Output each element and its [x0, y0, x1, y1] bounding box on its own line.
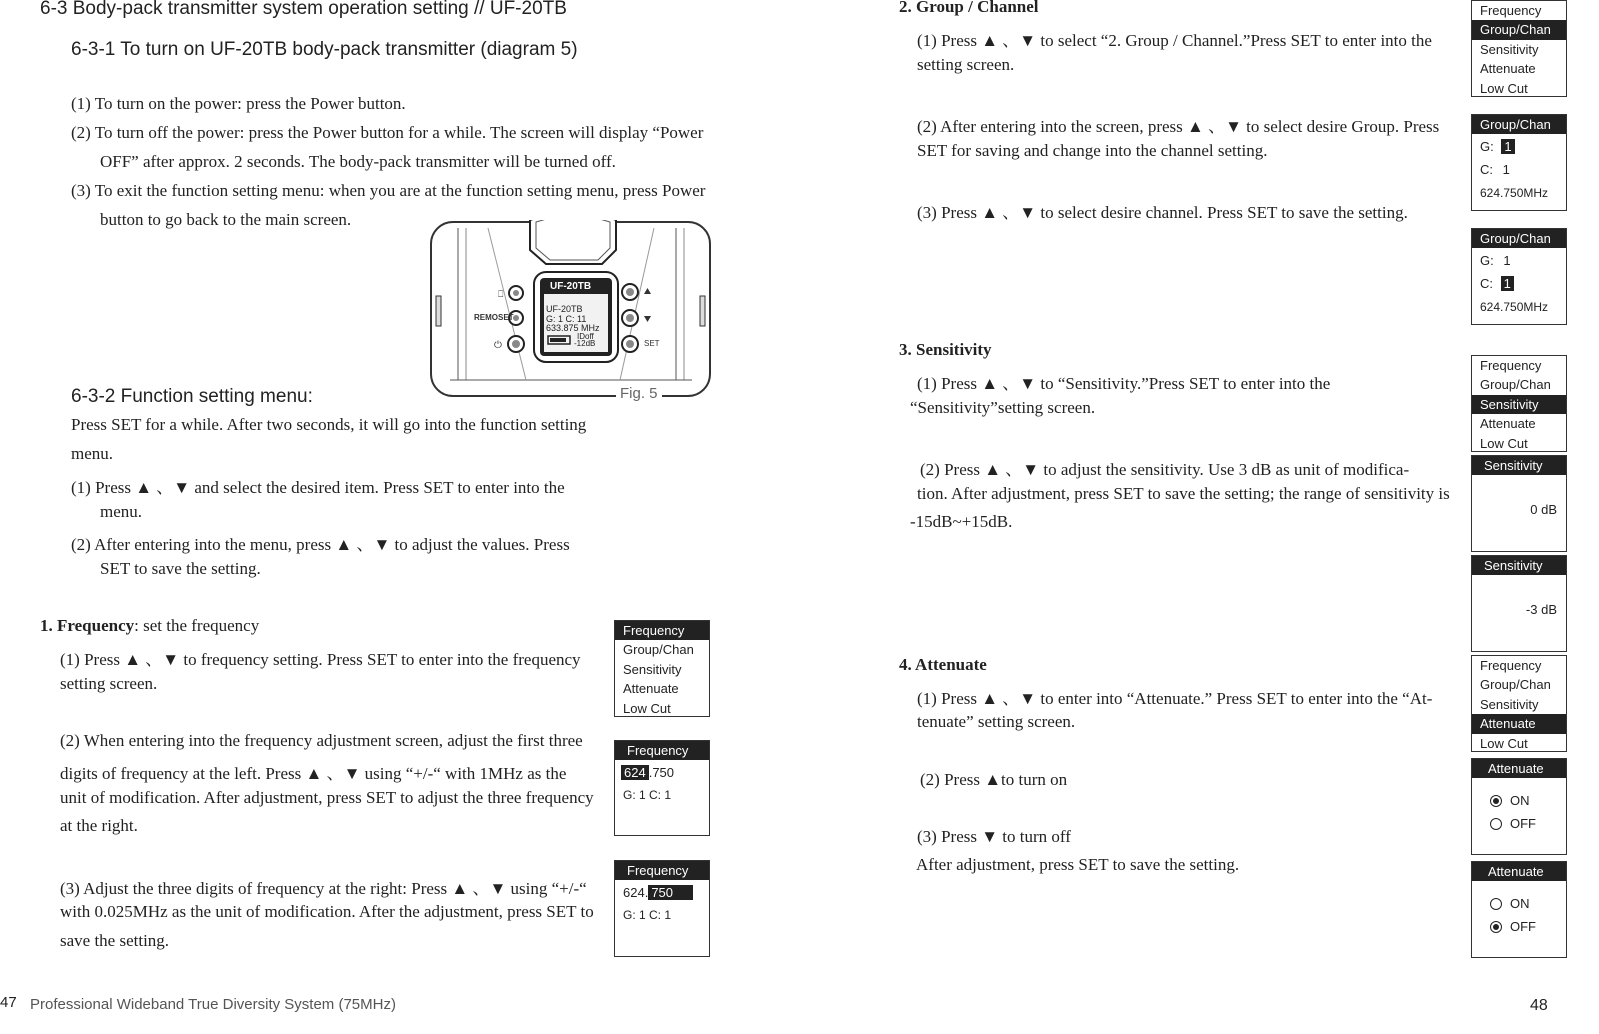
group-line-4: SET for saving and change into the channel setting. [917, 141, 1268, 160]
device-level: -12dB [574, 339, 596, 348]
lcd-c-label-2: C: [1480, 276, 1493, 291]
sens-line-3: (2) Press ▲ 、▼ to adjust the sensitivity. Use 3 dB as unit of modifica- [920, 460, 1410, 479]
s631-line-3: OFF” after approx. 2 seconds. The body-pack transmitter will be turned off. [100, 152, 616, 171]
lcd-chan-g-row [1480, 253, 1511, 268]
sens-line-5: -15dB~+15dB. [910, 512, 1013, 531]
freq-line-2: setting screen. [60, 674, 158, 693]
section-6-3-1-heading: 6-3-1 To turn on UF-20TB body-pack transmitter (diagram 5) [71, 39, 578, 60]
lcd-freq-gc: G: 1 C: 1 [623, 788, 672, 802]
lcd-menu-sensitivity [1471, 355, 1567, 452]
lcd-group-g-row [1480, 139, 1515, 154]
menu-item-group-chan: Group/Chan [1472, 20, 1566, 39]
menu-item-low-cut: Low Cut [1480, 735, 1528, 751]
left-page-number: 47 [0, 994, 17, 1011]
sens-line-2: “Sensitivity”setting screen. [910, 398, 1096, 417]
lcd-chan-freq: 624.750MHz [1480, 300, 1549, 314]
s632-line-5: (2) After entering into the menu, press ▲ 、▼ to adjust the values. Press [71, 535, 570, 554]
sens-line-4: tion. After adjustment, press SET to save the setting; the range of sensitivity is [917, 484, 1450, 503]
page-title: 6-3 Body-pack transmitter system operation setting // UF-20TB [40, 0, 567, 19]
freq-mhz: 624 [623, 885, 645, 900]
lcd-sens-value-minus3: -3 dB [1525, 602, 1557, 617]
menu-item-attenuate: Attenuate [623, 681, 679, 697]
s631-line-2: (2) To turn off the power: press the Power button for a while. The screen will display “Power [71, 123, 704, 142]
lcd-att-on-row [1490, 793, 1530, 808]
s632-line-6: SET to save the setting. [100, 559, 261, 578]
freq-khz: 750 [652, 765, 675, 780]
att-line-1: (1) Press ▲ 、▼ to enter into “Attenuate.” Press SET to enter into the “At- [917, 689, 1433, 708]
right-page-number: 48 [1530, 997, 1548, 1014]
s632-line-1: Press SET for a while. After two seconds, it will go into the function setting [71, 415, 587, 434]
radio-off-icon [1490, 818, 1502, 830]
lcd-g-value-highlight: 1 [1501, 139, 1514, 154]
lcd-att-off-label: OFF [1510, 816, 1536, 831]
freq-line-6: at the right. [60, 816, 138, 835]
device-id: IDoff [577, 332, 594, 341]
lcd-menu-frequency [614, 620, 710, 717]
freq-line-3: (2) When entering into the frequency adjustment screen, adjust the first three [60, 731, 583, 750]
group-line-2: setting screen. [917, 55, 1015, 74]
section-6-3-2-heading: 6-3-2 Function setting menu: [71, 386, 313, 407]
lcd-att-on-label-2: ON [1510, 896, 1530, 911]
lcd-group-freq: 624.750MHz [1480, 186, 1549, 200]
menu-item-attenuate: Attenuate [1480, 61, 1536, 77]
freq-line-5: unit of modification. After adjustment, press SET to adjust the three frequency [60, 788, 594, 807]
freq-line-9: save the setting. [60, 931, 170, 950]
lcd-channel-edit [1471, 228, 1567, 325]
freq-line-7: (3) Adjust the three digits of frequency at the right: Press ▲ 、▼ using “+/-“ [60, 879, 587, 898]
menu-item-group-chan: Group/Chan [1480, 377, 1551, 393]
remoset-label: REMOSET [474, 313, 514, 322]
menu-item-low-cut: Low Cut [1480, 435, 1528, 451]
lcd-c-value-highlight: 1 [1501, 276, 1514, 291]
s632-line-2: menu. [71, 444, 114, 463]
sensitivity-heading: 3. Sensitivity [899, 340, 992, 359]
lcd-c-value: 1 [1502, 162, 1510, 177]
device-group-channel: G: 1 C: 11 [546, 314, 587, 324]
svg-text:⏻: ⏻ [494, 340, 502, 351]
menu-item-frequency: Frequency [1480, 3, 1542, 18]
lcd-att-off-label-2: OFF [1510, 919, 1536, 934]
lcd-g-label-2: G: [1480, 253, 1494, 268]
lcd-att-off-row-2 [1490, 919, 1536, 934]
menu-item-sensitivity: Sensitivity [623, 661, 682, 677]
radio-off-selected-icon [1490, 921, 1502, 933]
s631-line-1: (1) To turn on the power: press the Power button. [71, 94, 406, 113]
lcd-freq-value-2 [623, 885, 693, 900]
lcd-group-c-row [1480, 162, 1510, 177]
menu-item-group-chan: Group/Chan [623, 642, 694, 658]
figure-caption: Fig. 5 [616, 385, 662, 402]
menu-item-attenuate: Attenuate [1472, 714, 1566, 733]
menu-item-low-cut: Low Cut [623, 700, 671, 716]
lcd-sens-title-2: Sensitivity [1472, 556, 1566, 575]
lcd-freq-gc-2: G: 1 C: 1 [623, 908, 672, 922]
freq-line-4: digits of frequency at the left. Press ▲ 、▼ using “+/-“ with 1MHz as the [60, 764, 567, 783]
radio-on-selected-icon [1490, 795, 1502, 807]
frequency-heading [40, 616, 259, 636]
lcd-att-on-row-2 [1490, 896, 1530, 911]
lcd-freq-title-2: Frequency [615, 861, 709, 880]
frequency-heading-bold: 1. Frequency [40, 616, 135, 635]
lcd-chan-c-row [1480, 276, 1514, 291]
freq-mhz-highlight: 624 [621, 765, 649, 780]
frequency-heading-rest: : set the frequency [134, 616, 260, 635]
group-line-3: (2) After entering into the screen, press ▲ 、▼ to select desire Group. Press [917, 117, 1440, 136]
lcd-att-on-label: ON [1510, 793, 1530, 808]
menu-item-group-chan: Group/Chan [1480, 677, 1551, 693]
freq-line-1: (1) Press ▲ 、▼ to frequency setting. Press SET to enter into the frequency [60, 650, 581, 669]
menu-item-sensitivity: Sensitivity [1480, 41, 1539, 57]
menu-item-frequency: Frequency [1480, 358, 1542, 373]
group-line-5: (3) Press ▲ 、▼ to select desire channel. Press SET to save the setting. [917, 203, 1408, 222]
lcd-frequency-mhz [614, 740, 710, 836]
lcd-group-title: Group/Chan [1472, 115, 1566, 134]
s632-line-4: menu. [100, 502, 143, 521]
lcd-group-edit [1471, 114, 1567, 211]
device-brand: UF-20TB [550, 281, 592, 292]
lcd-sensitivity-minus3db [1471, 555, 1567, 652]
device-model: UF-20TB [546, 304, 583, 314]
lcd-g-value-2: 1 [1503, 253, 1511, 268]
menu-item-low-cut: Low Cut [1480, 80, 1528, 96]
freq-dot: . [648, 765, 653, 780]
lcd-menu-attenuate [1471, 655, 1567, 752]
att-line-2: tenuate” setting screen. [917, 712, 1076, 731]
lcd-att-title: Attenuate [1472, 759, 1566, 778]
att-line-5: After adjustment, press SET to save the setting. [916, 855, 1240, 874]
lcd-freq-title: Frequency [615, 741, 709, 760]
attenuate-heading: 4. Attenuate [899, 655, 987, 674]
transmitter-diagram [430, 220, 712, 402]
lcd-sensitivity-0db [1471, 455, 1567, 552]
s631-line-4: (3) To exit the function setting menu: when you are at the function setting menu, press Power [71, 181, 706, 200]
menu-item-frequency: Frequency [615, 621, 709, 640]
lcd-sens-title: Sensitivity [1472, 456, 1566, 475]
lcd-attenuate-on [1471, 758, 1567, 855]
device-frequency: 633.875 MHz [546, 323, 600, 333]
lcd-frequency-khz [614, 860, 710, 957]
radio-on-icon [1490, 898, 1502, 910]
lcd-att-off-row [1490, 816, 1536, 831]
svg-text:⎕: ⎕ [498, 290, 504, 300]
lcd-c-label: C: [1480, 162, 1493, 177]
lcd-freq-value [621, 765, 674, 780]
s631-line-5: button to go back to the main screen. [100, 210, 352, 229]
att-line-3: (2) Press ▲to turn on [920, 770, 1068, 789]
menu-item-frequency: Frequency [1480, 658, 1542, 673]
menu-item-attenuate: Attenuate [1480, 416, 1536, 432]
freq-khz-highlight: 750 [648, 885, 693, 900]
lcd-g-label: G: [1480, 139, 1494, 154]
lcd-sens-value-0: 0 dB [1530, 502, 1557, 517]
group-line-1: (1) Press ▲ 、▼ to select “2. Group / Channel.”Press SET to enter into the [917, 31, 1432, 50]
menu-item-sensitivity: Sensitivity [1480, 696, 1539, 712]
set-label: SET [644, 339, 660, 348]
sens-line-1: (1) Press ▲ 、▼ to “Sensitivity.”Press SET to enter into the [917, 374, 1331, 393]
group-heading: 2. Group / Channel [899, 0, 1039, 16]
lcd-chan-title: Group/Chan [1472, 229, 1566, 248]
lcd-menu-group [1471, 0, 1567, 97]
freq-line-8: with 0.025MHz as the unit of modification. After the adjustment, press SET to [60, 902, 594, 921]
s632-line-3: (1) Press ▲ 、▼ and select the desired item. Press SET to enter into the [71, 478, 565, 497]
lcd-attenuate-off [1471, 861, 1567, 958]
lcd-att-title-2: Attenuate [1472, 862, 1566, 881]
menu-item-sensitivity: Sensitivity [1472, 395, 1566, 414]
footer-text: Professional Wideband True Diversity System (75MHz) [30, 996, 396, 1013]
att-line-4: (3) Press ▼ to turn off [917, 827, 1071, 846]
freq-dot-2: . [644, 885, 649, 900]
